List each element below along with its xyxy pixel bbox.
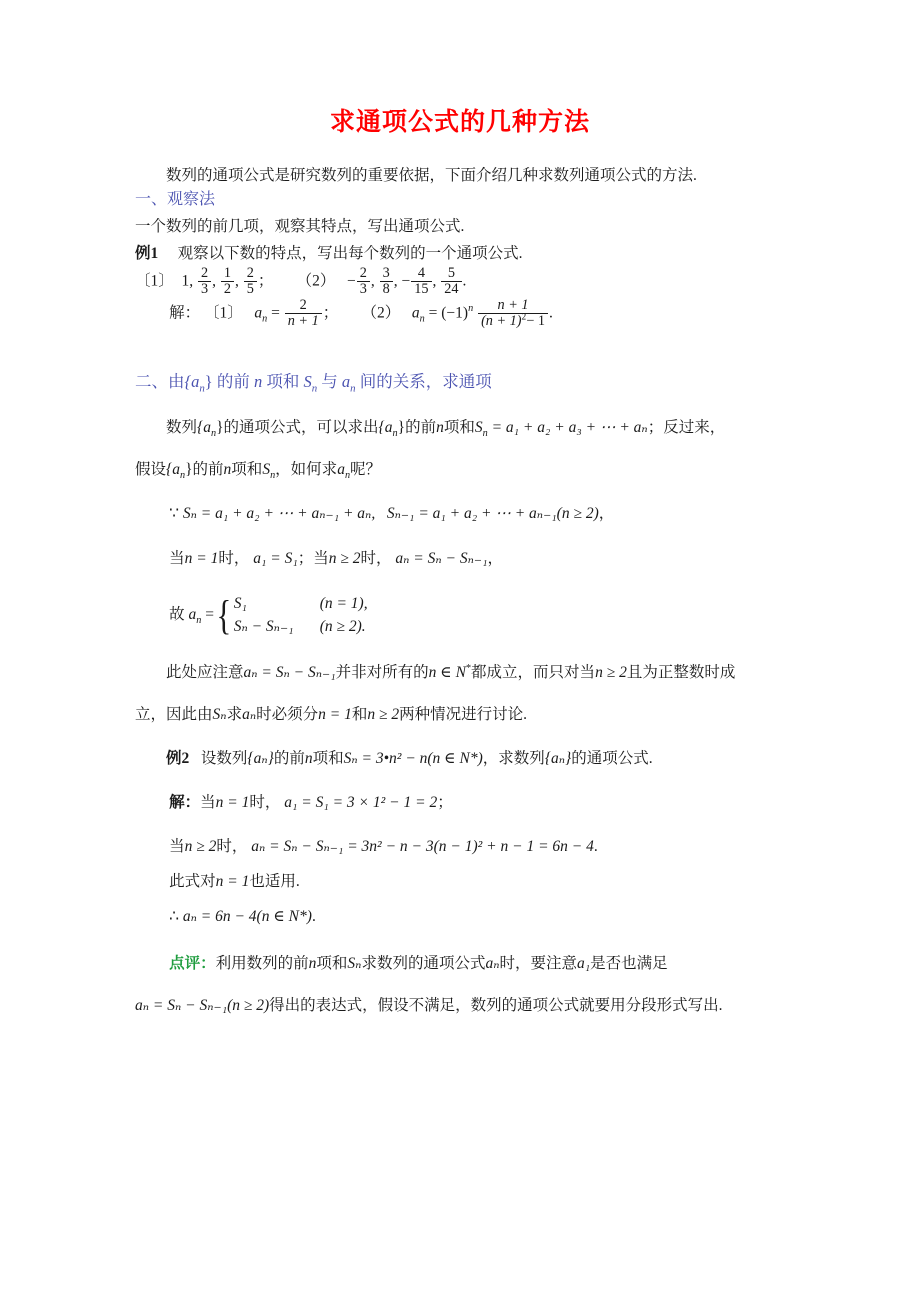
solution1-ans1-lhs: a [254,304,263,322]
sign-neg-1: − [347,272,356,290]
example1-text: 观察以下数的特点，写出每个数列的一个通项公式. [177,245,523,263]
solution1-tag1: 〔1〕 [203,304,243,322]
solution1-fraction-1: $\frac{2}{n + 1}$ [285,298,322,330]
therefore-symbol: ∴ [169,907,179,925]
left-brace: { [216,592,232,639]
heading2-p1: 二、由 [135,371,185,391]
fraction-1-2: $\frac{1}{2}$ [221,266,234,298]
comment-line-1: 点评：利用数列的前n项和Sₙ求数列的通项公式aₙ时，要注意a₁是否也满足 [169,954,668,972]
sign-neg-2: − [401,272,411,290]
fraction-2-3-b: $\frac{2}{3}$ [357,266,370,298]
problem-item1-first: 1, [181,272,194,290]
piecewise-brace-group [214,592,368,639]
section2-note-line-2: 立，因此由Sₙ求aₙ时必须分n = 1和n ≥ 2两种情况进行讨论. [135,705,528,723]
problem-item2-tag: （2） [296,272,336,290]
page-title: 求通项公式的几种方法 [329,109,590,136]
solution1-fraction-2: $\frac{n + 1}{(n + 1)^2- 1}$ [478,298,548,330]
fraction-5-24: $\frac{5}{24}$ [441,266,461,298]
because-symbol: ∵ [169,505,179,523]
line-cases-text: 当n = 1时， a₁ = S₁；当n ≥ 2时， aₙ = Sₙ − Sₙ₋₁， [169,550,503,568]
section2-paragraph-1: 数列$\{a_n\}$的通项公式，可以求出$\{a_n\}$的前n项和$S_n = a_1 + a_2 + a_3$ + ⋯ + aₙ；反过来， [166,419,726,440]
section-heading-2: 二、由$\{a_n\}$ 的前 n 项和 $S_n$ 与 $a_n$ 间的关系，求通项 [135,371,492,394]
comment-label: 点评： [169,954,216,972]
example1-solution: 解： 〔1〕 $a_n$ = $\frac{2}{n + 1}$ ； （2） $a_n = (-1)^n$ $\frac{n + 1}{(n + 1)^2- 1}$ . [169,296,553,330]
example2-solution-line-2: 当n ≥ 2时， aₙ = Sₙ − Sₙ₋₁ = 3n² − n − 3(n − 1)² + n − 1 = 6n − 4. [169,838,598,856]
example2-solution-line-3: 此式对n = 1也适用. [169,873,300,891]
example2-label: 例2 [166,749,190,767]
comment-line-2: aₙ = Sₙ − Sₙ₋₁(n ≥ 2)得出的表达式，假设不满足，数列的通项公式就要用分段形式写出. [135,996,723,1014]
solution1-tag2: （2） [361,304,401,322]
solution1-label: 解： [169,304,201,322]
fraction-3-8: $\frac{3}{8}$ [380,266,393,298]
intro-paragraph: 数列的通项公式是研究数列的重要依据，下面介绍几种求数列通项公式的方法. [166,167,697,184]
example2-line: 例2 设数列{aₙ}的前n项和Sₙ = 3•n² − n(n ∈ N*)，求数列{aₙ}的通项公式. [166,749,653,767]
piecewise-row-1: S₁ (n = 1), [233,595,368,613]
fraction-4-15: $\frac{4}{15}$ [411,266,431,298]
problem-item1-tag: 〔1〕 [135,272,174,290]
example1-problem: 〔1〕 1, $\frac{2}{3}$ , $\frac{1}{2}$ , $\frac{2}{5}$ ； （2） − $\frac{2}{3}$ , $\frac{3}{8}$ , − $\frac{4}{15}$ , $\frac{5}{24}$ . [135,265,467,298]
problem-item2-end: . [462,272,467,290]
piecewise-row-2: Sₙ − Sₙ₋₁ (n ≥ 2). [233,618,366,636]
section2-note-line-1: 此处应注意aₙ = Sₙ − Sₙ₋₁并非对所有的n ∈ N*都成立，而只对当n ≥ 2且为正整数时成 [166,662,736,681]
problem-item1-end: ； [257,272,274,290]
section2-paragraph-2: 假设$\{a_n\}$的前n项和$S_n$，如何求$a_n$呢？ [135,461,382,482]
solution2-label: 解： [169,793,201,811]
fraction-2-3: $\frac{2}{3}$ [198,266,211,298]
solution1-sep: ； [322,304,339,322]
solution1-end: . [548,304,553,322]
section1-description: 一个数列的前几项，观察其特点，写出通项公式. [135,218,465,236]
line-because: ∵ Sₙ = a₁ + a₂ + ⋯ + aₙ₋₁ + aₙ, Sₙ₋₁ = a₁ + a₂ + ⋯ + aₙ₋₁(n ≥ 2)， [169,505,615,523]
example1-line [135,242,785,266]
solution1-ans2-lhs: a [411,304,420,322]
example2-solution-line-1: 解：当n = 1时， a₁ = S₁ = 3 × 1² − 1 = 2； [169,793,453,811]
example2-solution-line-4: ∴ aₙ = 6n − 4(n ∈ N*). [169,907,316,925]
example1-label: 例1 [135,245,159,263]
section-heading-1: 一、观察法 [135,191,216,209]
fraction-2-5: $\frac{2}{5}$ [244,266,257,298]
piecewise-formula: 故 $a_n$ = { S₁ (n = 1), Sₙ − Sₙ₋₁ (n ≥ 2). [169,592,368,639]
